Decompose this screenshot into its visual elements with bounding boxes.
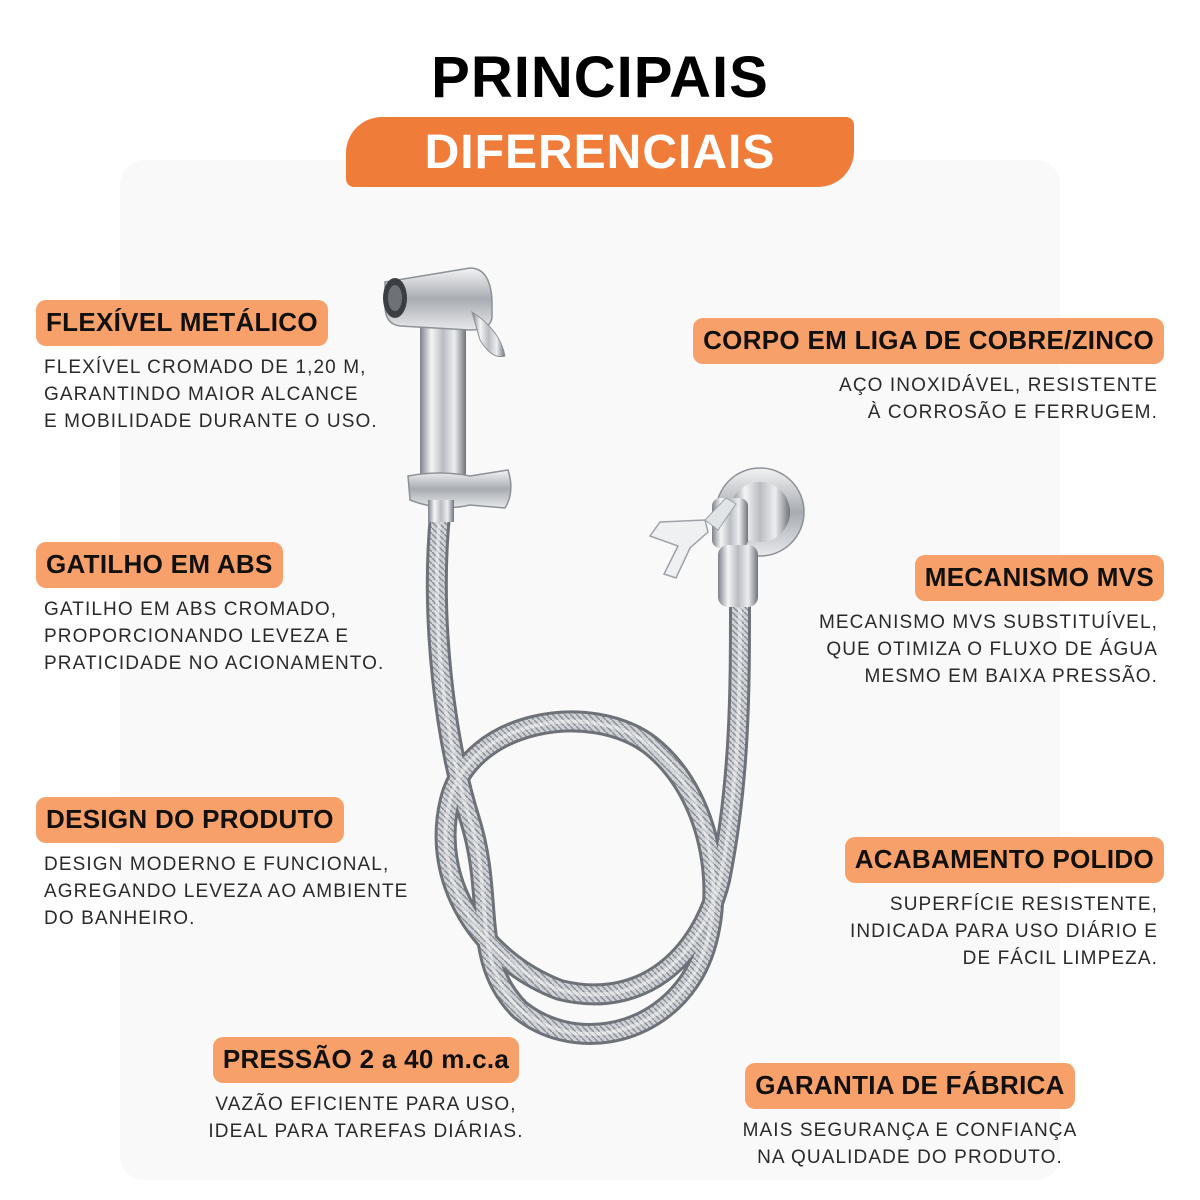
feature-desc: MAIS SEGURANÇA E CONFIANÇA NA QUALIDADE DO PRODUTO. [742,1120,1078,1168]
feature-tag: GARANTIA DE FÁBRICA [745,1063,1075,1109]
feature-tag: FLEXÍVEL METÁLICO [36,300,328,346]
feature-desc: FLEXÍVEL CROMADO DE 1,20 M, GARANTINDO MAIOR ALCANCE E MOBILIDADE DURANTE O USO. [44,357,378,432]
feature-tag: ACABAMENTO POLIDO [845,837,1164,883]
shower-head [383,268,505,500]
feature-desc: SUPERFÍCIE RESISTENTE, INDICADA PARA USO DIÁRIO E DE FÁCIL LIMPEZA. [849,894,1158,969]
valve [650,468,804,607]
feature-mecanismo [819,555,1164,690]
feature-desc: GATILHO EM ABS CROMADO, PROPORCIONANDO LEVEZA E PRATICIDADE NO ACIONAMENTO. [44,599,385,674]
feature-pressao [196,1037,536,1145]
feature-tag: PRESSÃO 2 a 40 m.c.a [213,1037,519,1083]
feature-desc: AÇO INOXIDÁVEL, RESISTENTE À CORROSÃO E FERRUGEM. [839,375,1158,423]
feature-tag: CORPO EM LIGA DE COBRE/ZINCO [693,318,1164,364]
feature-tag: MECANISMO MVS [915,555,1164,601]
feature-acabamento [845,837,1164,972]
feature-desc: VAZÃO EFICIENTE PARA USO, IDEAL PARA TAREFAS DIÁRIAS. [208,1094,524,1142]
page-title: PRINCIPAIS [431,45,769,110]
feature-gatilho [36,542,384,677]
feature-desc: MECANISMO MVS SUBSTITUÍVEL, QUE OTIMIZA O FLUXO DE ÁGUA MESMO EM BAIXA PRESSÃO. [818,612,1158,687]
feature-corpo [693,318,1164,426]
feature-tag: GATILHO EM ABS [36,542,283,588]
feature-design [36,797,408,932]
feature-garantia [720,1063,1100,1171]
feature-tag: DESIGN DO PRODUTO [36,797,344,843]
feature-desc: DESIGN MODERNO E FUNCIONAL, AGREGANDO LEVEZA AO AMBIENTE DO BANHEIRO. [44,854,409,929]
feature-flexivel [36,300,378,435]
holder-bracket [408,470,511,522]
page-subtitle: DIFERENCIAIS [424,125,776,179]
